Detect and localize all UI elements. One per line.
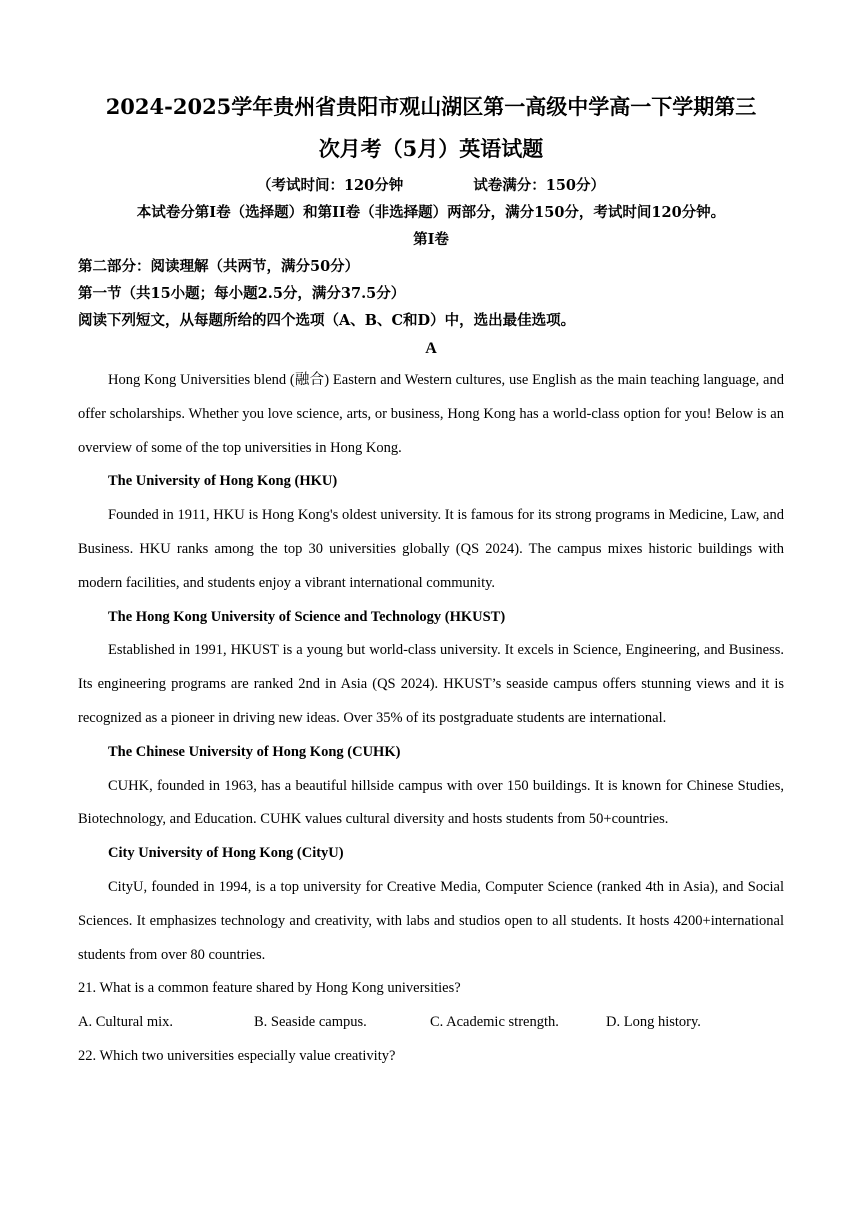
passage-letter: A [425,340,437,357]
hku-heading: The University of Hong Kong (HKU) [108,473,338,490]
question-21-options [78,1006,784,1040]
cuhk-heading: The Chinese University of Hong Kong (CUHK) [108,743,401,760]
cityu-heading: City University of Hong Kong (CityU) [108,845,344,862]
exam-intro: 本试卷分第I卷（选择题）和第II卷（非选择题）两部分，满分150分，考试时间120分钟。 [136,204,726,221]
question-22: 22. Which two universities especially value creativity? [78,1047,396,1064]
exam-score: 试卷满分：150分） [473,177,606,194]
option-a: A. Cultural mix. [78,1014,174,1031]
option-d: D. Long history. [606,1014,701,1031]
exam-meta [78,172,784,199]
instructions: 阅读下列短文，从每题所给的四个选项（A、B、C和D）中，选出最佳选项。 [78,312,576,329]
passage-intro: Hong Kong Universities blend (融合) Eastern and Western cultures, use English as the main teaching language, and offer scholarships. Whether you love science, arts, or business, Hong Kong has a world-class option for you! Below is an overview of some of the top universities in Hong Kong. [78,372,784,456]
part-heading: 第二部分：阅读理解（共两节，满分50分） [78,258,360,275]
cityu-paragraph: CityU, founded in 1994, is a top university for Creative Media, Computer Science (ranked 4th in Asia), and Social Sciences. It emphasizes technology and creativity, with labs and studios open to all students. It hosts 4200+international students from over 80 countries. [78,878,784,963]
option-b: B. Seaside campus. [254,1014,367,1031]
exam-page [78,86,784,1074]
exam-title-line1: 2024-2025学年贵州省贵阳市观山湖区第一高级中学高一下学期第三 [105,94,757,119]
hku-paragraph: Founded in 1911, HKU is Hong Kong's oldest university. It is famous for its strong programs in Medicine, Law, and Business. HKU ranks among the top 30 universities globally (QS 2024). The campus mixes historic buildings with modern facilities, and students enjoy a vibrant international community. [78,507,784,591]
section-heading: 第一节（共15小题；每小题2.5分，满分37.5分） [78,285,406,302]
option-c: C. Academic strength. [430,1014,559,1031]
exam-title-line2: 次月考（5月）英语试题 [318,136,544,161]
hkust-paragraph: Established in 1991, HKUST is a young but world-class university. It excels in Science, Engineering, and Business. Its engineering programs are ranked 2nd in Asia (QS 2024). HKUST’s seaside campus offers stunning views and it is recognized as a pioneer in driving new ideas. Over 35% of its postgraduate students are international. [78,642,784,726]
exam-time: （考试时间：120分钟 [256,177,404,194]
hkust-heading: The Hong Kong University of Science and Technology (HKUST) [108,608,506,625]
cuhk-paragraph: CUHK, founded in 1963, has a beautiful hillside campus with over 150 buildings. It is known for Chinese Studies, Biotechnology, and Education. CUHK values cultural diversity and hosts students from 50+countries. [78,777,784,828]
volume-heading: 第I卷 [413,231,449,248]
question-21: 21. What is a common feature shared by Hong Kong universities? [78,980,461,997]
